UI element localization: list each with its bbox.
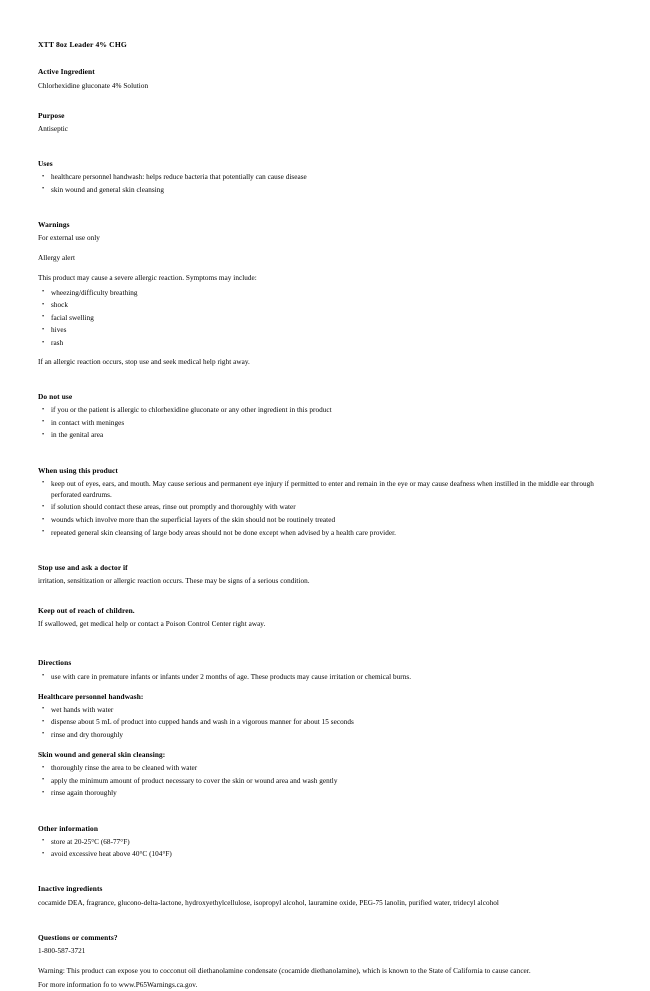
uses-heading: Uses (38, 159, 53, 169)
questions-phone: 1-800-587-3721 (38, 946, 86, 955)
do-not-use-heading: Do not use (38, 391, 73, 401)
do-not-use-list (38, 405, 620, 441)
spacer (38, 921, 620, 932)
page-title: XTT 8oz Leader 4% CHG (38, 40, 127, 49)
allergy-alert-heading: Allergy alert (38, 254, 76, 263)
list-item: • shock (38, 300, 620, 311)
prop65-warning-line1: Warning: This product can expose you to cocconut oil diethanolamine condensate (cocamide diethanolamine), which is known to the State of California to cause cancer. (38, 966, 531, 975)
other-information-heading: Other information (38, 823, 99, 833)
spacer (38, 872, 620, 883)
spacer (38, 454, 620, 465)
section-uses (38, 158, 620, 196)
allergy-action: If an allergic reaction occurs, stop use and seek medical help right away. (38, 357, 250, 366)
spacer (38, 147, 620, 158)
when-using-heading: When using this product (38, 465, 118, 475)
list-item: • dispense about 5 mL of product into cupped hands and wash in a vigorous manner for about 15 seconds (38, 717, 620, 728)
keep-out-of-reach-heading: Keep out of reach of children. (38, 606, 135, 616)
active-ingredient-body: Chlorhexidine gluconate 4% Solution (38, 81, 149, 90)
handwash-list (38, 705, 620, 741)
other-information-list (38, 837, 620, 861)
list-item: • healthcare personnel handwash: helps reduce bacteria that potentially can cause disease (38, 172, 620, 183)
list-item: • use with care in premature infants or infants under 2 months of age. These products may cause irritation or chemical burns. (38, 672, 620, 683)
allergy-intro: This product may cause a severe allergic reaction. Symptoms may include: (38, 274, 257, 283)
list-item: • avoid excessive heat above 40°C (104°F) (38, 849, 620, 860)
section-when-using (38, 465, 620, 539)
purpose-body: Antiseptic (38, 124, 69, 133)
spacer (38, 208, 620, 219)
list-item: • in the genital area (38, 430, 620, 441)
spacer (38, 380, 620, 391)
section-keep-out-of-reach (38, 605, 620, 630)
spacer (38, 551, 620, 562)
list-item: • if solution should contact these areas, rinse out promptly and thoroughly with water (38, 502, 620, 513)
section-other-information (38, 823, 620, 861)
list-item: • skin wound and general skin cleansing (38, 185, 620, 196)
section-do-not-use (38, 391, 620, 442)
handwash-heading: Healthcare personnel handwash: (38, 691, 144, 701)
list-item: • thoroughly rinse the area to be cleaned with water (38, 763, 620, 774)
uses-list (38, 172, 620, 196)
section-active-ingredient (38, 66, 620, 91)
prop65-warning-line2: For more information fo to www.P65Warnings.ca.gov. (38, 981, 198, 990)
section-purpose (38, 110, 620, 135)
active-ingredient-heading: Active Ingredient (38, 67, 95, 77)
inactive-ingredients-heading: Inactive ingredients (38, 884, 103, 894)
inactive-ingredients-body: cocamide DEA, fragrance, glucono-delta-lactone, hydroxyethylcellulose, isopropyl alcohol, lauramine oxide, PEG-75 lanolin, purified water, tridecyl alcohol (38, 898, 499, 907)
when-using-list (38, 479, 620, 539)
allergy-symptom-list (38, 288, 620, 350)
section-warnings (38, 219, 620, 368)
list-item: • rinse again thoroughly (38, 788, 620, 799)
spacer (38, 812, 620, 823)
list-item: • repeated general skin cleansing of large body areas should not be done except when advised by a health care provider. (38, 528, 620, 539)
list-item: • wet hands with water (38, 705, 620, 716)
wound-cleansing-heading: Skin wound and general skin cleansing: (38, 750, 166, 760)
purpose-heading: Purpose (38, 110, 65, 120)
section-inactive-ingredients (38, 883, 620, 908)
list-item: • in contact with meninges (38, 418, 620, 429)
list-item: • store at 20-25°C (68-77°F) (38, 837, 620, 848)
list-item: • hives (38, 325, 620, 336)
section-questions (38, 932, 620, 991)
stop-use-heading: Stop use and ask a doctor if (38, 562, 128, 572)
list-item: • wounds which involve more than the superficial layers of the skin should not be routinely treated (38, 515, 620, 526)
list-item: • facial swelling (38, 313, 620, 324)
directions-list (38, 672, 620, 683)
spacer (38, 642, 620, 657)
list-item: • rash (38, 338, 620, 349)
list-item: • rinse and dry thoroughly (38, 730, 620, 741)
warnings-external-use: For external use only (38, 234, 100, 243)
section-stop-use (38, 562, 620, 587)
stop-use-body: irritation, sensitization or allergic reaction occurs. These may be signs of a serious condition. (38, 577, 310, 586)
keep-out-of-reach-body: If swallowed, get medical help or contact a Poison Control Center right away. (38, 620, 266, 629)
directions-heading: Directions (38, 658, 72, 668)
list-item: • apply the minimum amount of product necessary to cover the skin or wound area and wash gently (38, 776, 620, 787)
list-item: • keep out of eyes, ears, and mouth. May cause serious and permanent eye injury if permitted to enter and remain in the eye or may cause deafness when instilled in the middle ear through perforated eardrums. (38, 479, 620, 501)
section-directions (38, 657, 620, 799)
warnings-heading: Warnings (38, 219, 70, 229)
list-item: • wheezing/difficulty breathing (38, 288, 620, 299)
wound-cleansing-list (38, 763, 620, 799)
list-item: • if you or the patient is allergic to chlorhexidine gluconate or any other ingredient in this product (38, 405, 620, 416)
questions-heading: Questions or comments? (38, 932, 118, 942)
